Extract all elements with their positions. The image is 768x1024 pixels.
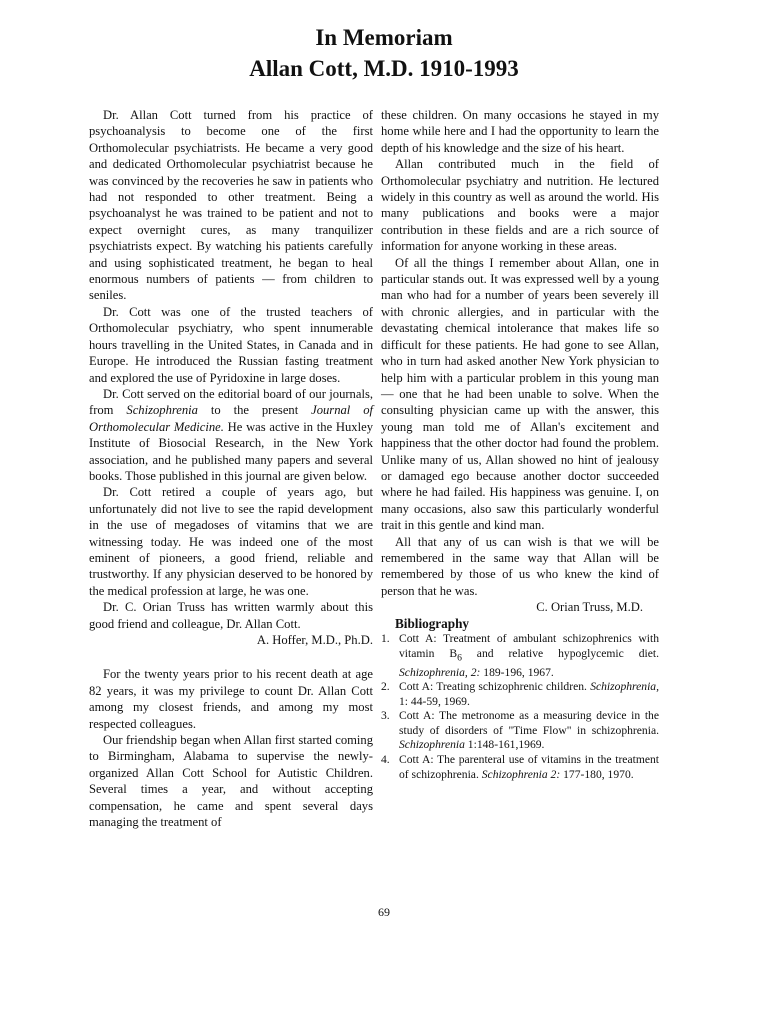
paragraph: these children. On many occasions he stayed in my home while here and I had the opportunity to learn the depth of his knowledge and the size of his heart. (381, 108, 659, 155)
right-column (381, 107, 659, 782)
bibliography-item (381, 753, 659, 782)
journal-title: Schizophrenia (399, 738, 465, 752)
title-line-2: Allan Cott, M.D. 1910-1993 (249, 56, 519, 81)
item-number: 3. (381, 709, 390, 723)
journal-title: Schizophrenia (126, 403, 198, 418)
text-run: and relative hypoglycemic diet. (461, 646, 659, 660)
subscript: 6 (457, 651, 462, 663)
text-run: to the present (197, 403, 312, 418)
paragraph: Our friendship began when Allan first started coming to Birmingham, Alabama to supervise the newly-organized Allan Cott School for Autistic Children. Several times a year, and without accepting compensation, he came and spent several days managing the treatment of (89, 733, 373, 830)
journal-title: Journal of Orthomolecular Medicine. (89, 403, 373, 434)
signature-hoffer: A. Hoffer, M.D., Ph.D. (256, 633, 373, 647)
journal-title: Schizophrenia, (590, 680, 659, 694)
item-number: 1. (381, 632, 390, 645)
item-number: 2. (381, 680, 390, 694)
journal-title: Schizophrenia 2: (481, 767, 561, 781)
bibliography-item (381, 632, 659, 680)
left-column (89, 107, 373, 830)
bibliography-item (381, 680, 659, 709)
bibliography-heading: Bibliography (395, 615, 470, 631)
paragraph: Allan contributed much in the field of Orthomolecular psychiatry and nutrition. He lectured widely in this country as well as around the world. His many publications and books were a major contribution in these fields and are a rich source of information for anyone working in these areas. (381, 157, 659, 254)
paragraph: Dr. Allan Cott turned from his practice of psychoanalysis to become one of the first Orthomolecular psychiatrists. He became a very good and dedicated Orthomolecular psychiatrist because he was convinced by the recoveries he saw in patients who had not responded to other treatment. Being a psychoanalyst he was trained to be patient and not to expect overnight cures, as many tranquilizer psychiatrists expect. By watching his patients carefully and using sophisticated treatment, he began to heal enormous numbers of patients — from children to seniles. (89, 108, 373, 303)
text-run: 189-196, 1967. (480, 665, 554, 679)
paragraph (89, 386, 373, 484)
paragraph: Of all the things I remember about Allan, one in particular stands out. It was expressed well by a young man who had for a number of years been severely ill with chronic allergies, and in particular with the devastating chemical intolerance that makes life so difficult for these patients. He had gone to see Allan, who in turn had asked another New York physician to help him with a particular problem in this young man — one that he had been unable to solve. When the consulting physician came up with the answer, this young man told me of Allan's excitement and happiness that the other doctor had found the problem. Unlike many of us, Allan showed no hint of jealousy or damaged ego because another doctor succeeded where he had failed. His happiness was genuine. I, on many occasions, also saw this particularly wonderful trait in this gentle and kind man. (381, 255, 659, 533)
paragraph: All that any of us can wish is that we will be remembered in the same way that Allan will be remembered by those of us who knew the kind of person that he was. (381, 534, 659, 598)
text-run: 177-180, 1970. (560, 767, 634, 781)
paragraph: Dr. Cott retired a couple of years ago, but unfortunately did not live to see the rapid development in the use of megadoses of vitamins that we are witnessing today. He was indeed one of the most eminent of pioneers, a good friend, reliable and trustworthy. If any physician deserved to be honored by the medical profession at large, he was one. (89, 485, 373, 598)
section-gap (89, 648, 373, 666)
article-title (0, 22, 768, 84)
paragraph: Dr. C. Orian Truss has written warmly about this good friend and colleague, Dr. Allan Cott. (89, 600, 373, 631)
text-run: Dr. Cott served on the editorial board of our journals, from (89, 386, 373, 418)
text-run: 1: 44-59, 1969. (399, 694, 470, 708)
paragraph: Dr. Cott was one of the trusted teachers of Orthomolecular psychiatry, who spent innumerable hours travelling in the United States, in Canada and in Europe. He introduced the Russian fasting treatment and explored the use of Pyridoxine in large doses. (89, 304, 373, 385)
text-run: Cott A: The parenteral use of vitamins in the treatment of schizophrenia. (399, 753, 659, 781)
text-run: 1:148-161,1969. (464, 738, 545, 752)
signature-truss: C. Orian Truss, M.D. (536, 600, 643, 615)
text-run: Cott A: Treatment of ambulant schizophrenics with vitamin B (399, 632, 659, 660)
paragraph: For the twenty years prior to his recent death at age 82 years, it was my privilege to count Dr. Allan Cott among my closest friends, and among my most respected colleagues. (89, 667, 373, 731)
title-line-1: In Memoriam (315, 25, 453, 50)
journal-title: Schizophrenia, 2: (399, 665, 481, 679)
item-number: 4. (381, 753, 390, 767)
bibliography-item (381, 709, 659, 753)
page-number: 69 (378, 905, 390, 919)
text-run: Cott A: The metronome as a measuring device in the study of disorders of "Time Flow" in schizophrenia. (399, 709, 659, 737)
text-run: Cott A: Treating schizophrenic children. (399, 680, 591, 694)
bibliography-list (381, 632, 659, 782)
text-run: He was active in the Huxley Institute of Biosocial Research, in the New York association, and he published many papers and several books. Those published in this journal are given below. (89, 419, 373, 483)
